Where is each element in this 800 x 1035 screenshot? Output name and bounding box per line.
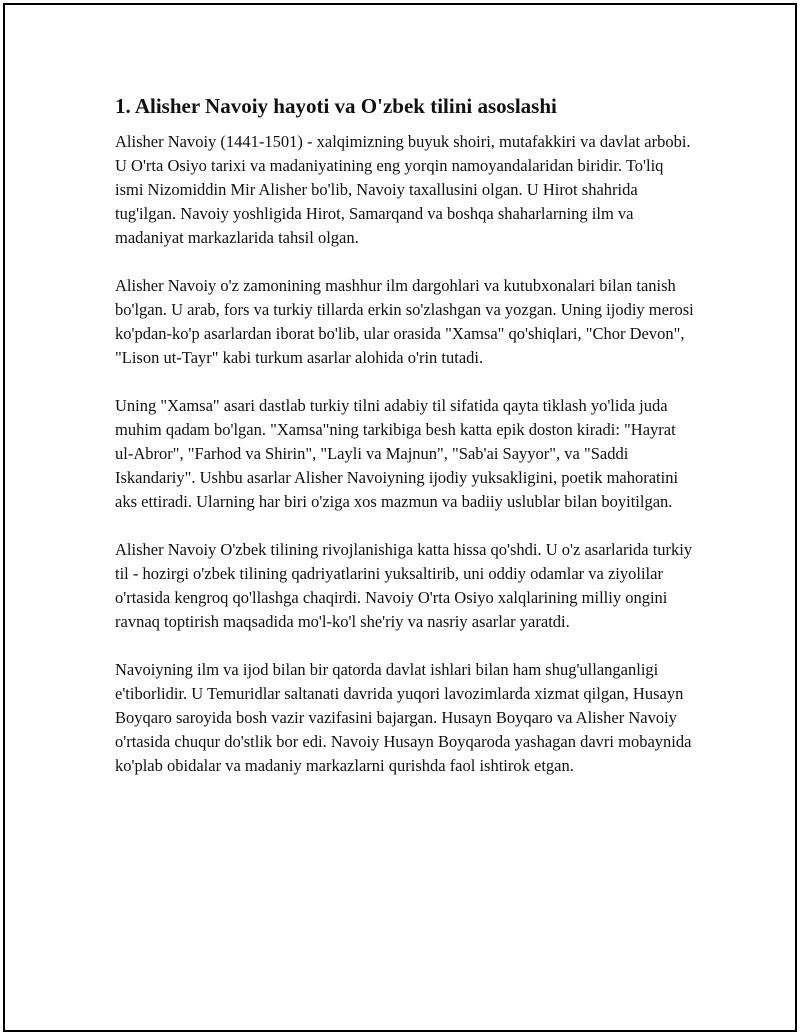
document-body — [115, 92, 695, 802]
paragraph-4: Alisher Navoiy O'zbek tilining rivojlanishiga katta hissa qo'shdi. U o'z asarlarida turkiy til - hozirgi o'zbek tilining qadriyatlarini yuksaltirib, uni oddiy odamlar va ziyolilar o'rtasida kengroq qo'llashga chaqirdi. Navoiy O'rta Osiyo xalqlarining milliy ongini ravnaq toptirish maqsadida mo'l-ko'l she'riy va nasriy asarlar yaratdi. — [115, 540, 693, 631]
paragraph-5: Navoiyning ilm va ijod bilan bir qatorda davlat ishlari bilan ham shug'ullanganligi e'tiborlidir. U Temuridlar saltanati davrida yuqori lavozimlarda xizmat qilgan, Husayn Boyqaro saroyida bosh vazir vazifasini bajargan. Husayn Boyqaro va Alisher Navoiy o'rtasida chuqur do'stlik bor edi. Navoiy Husayn Boyqaroda yashagan davri mobaynida ko'plab obidalar va madaniy markazlarni qurishda faol ishtirok etgan. — [115, 660, 692, 775]
section-heading: 1. Alisher Navoiy hayoti va O'zbek tilini asoslashi — [115, 94, 557, 118]
paragraph-2: Alisher Navoiy o'z zamonining mashhur ilm dargohlari va kutubxonalari bilan tanish bo'lgan. U arab, fors va turkiy tillarda erkin so'zlashgan va yozgan. Uning ijodiy merosi ko'pdan-ko'p asarlardan iborat bo'lib, ular orasida "Xamsa" qo'shiqlari, "Chor Devon", "Lison ut-Tayr" kabi turkum asarlar alohida o'rin tutadi. — [115, 276, 694, 367]
paragraph-3: Uning "Xamsa" asari dastlab turkiy tilni adabiy til sifatida qayta tiklash yo'lida juda muhim qadam bo'lgan. "Xamsa"ning tarkibiga besh katta epik doston kiradi: "Hayrat ul-Abror", "Farhod va Shirin", "Layli va Majnun", "Sab'ai Sayyor", va "Saddi Iskandariy". Ushbu asarlar Alisher Navoiyning ijodiy yuksakligini, poetik mahoratini aks ettiradi. Ularning har biri o'ziga xos mazmun va badiiy uslublar bilan boyitilgan. — [115, 396, 679, 511]
paragraph-1: Alisher Navoiy (1441-1501) - xalqimizning buyuk shoiri, mutafakkiri va davlat arbobi. U O'rta Osiyo tarixi va madaniyatining eng yorqin namoyandalaridan biridir. To'liq ismi Nizomiddin Mir Alisher bo'lib, Navoiy taxallusini olgan. U Hirot shahrida tug'ilgan. Navoiy yoshligida Hirot, Samarqand va boshqa shaharlarning ilm va madaniyat markazlarida tahsil olgan. — [115, 132, 691, 247]
